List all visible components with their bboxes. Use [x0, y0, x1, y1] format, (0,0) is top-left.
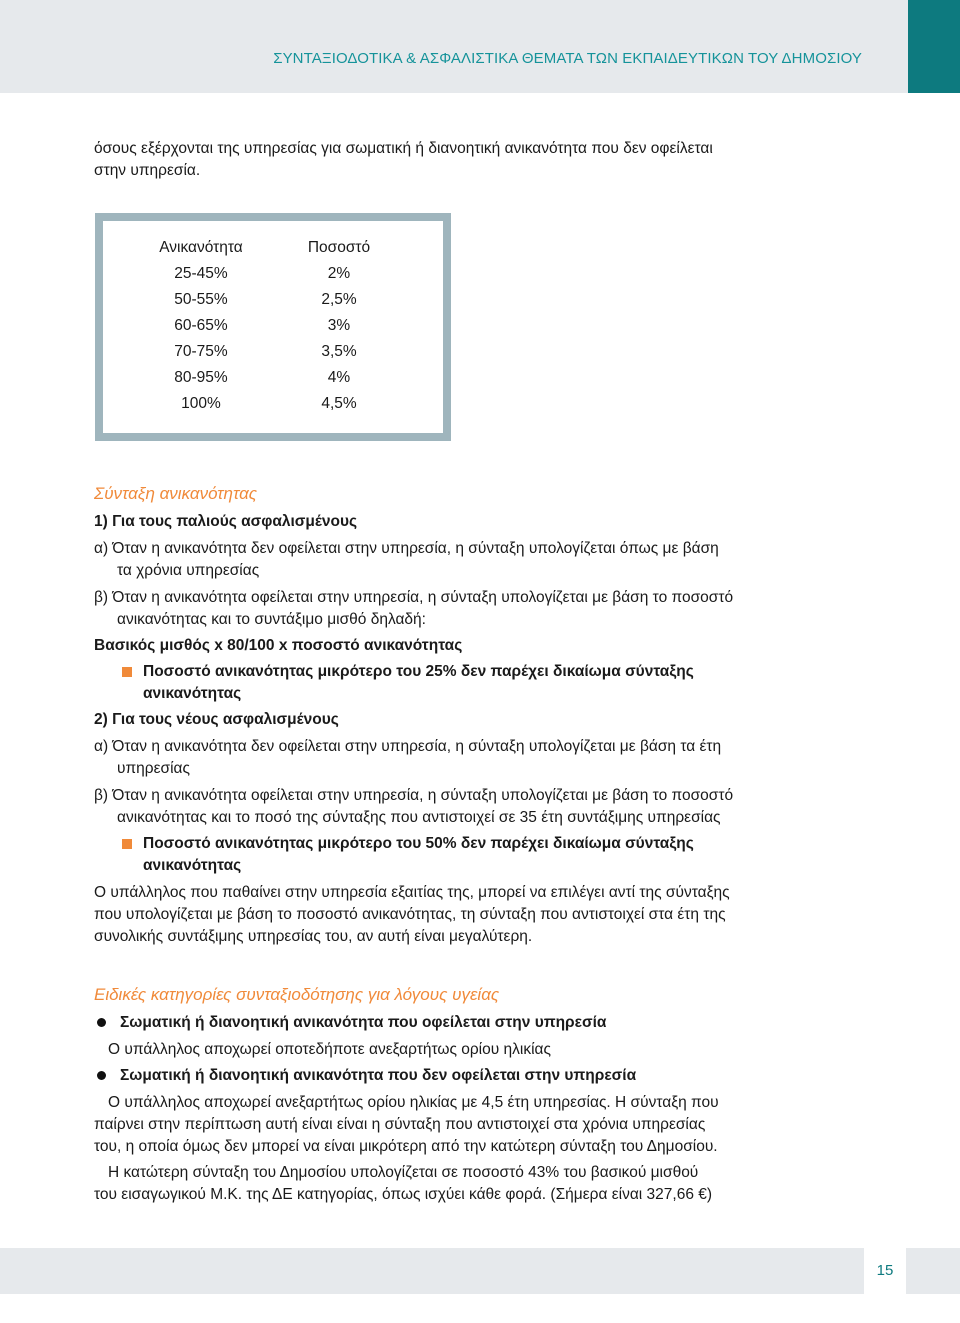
- table-cell: 3,5%: [321, 343, 357, 360]
- text-line: Η κατώτερη σύνταξη του Δημοσίου υπολογίζεται σε ποσοστό 43% του βασικού μισθού: [108, 1164, 699, 1181]
- table-cell: 60-65%: [174, 317, 228, 334]
- page-number: 15: [864, 1248, 906, 1294]
- footer-band: [0, 1248, 960, 1294]
- bullet-heading-not-service-related: Σωματική ή διανοητική ανικανότητα που δεν οφείλεται στην υπηρεσία: [120, 1067, 637, 1084]
- intro-line: στην υπηρεσία.: [94, 162, 201, 179]
- text-line: τα χρόνια υπηρεσίας: [117, 562, 260, 579]
- table-row: [103, 339, 443, 365]
- table-cell: 70-75%: [174, 343, 228, 360]
- section-title-disability-pension: Σύνταξη ανικανότητας: [94, 484, 258, 503]
- text-line: συνολικής συντάξιμης υπηρεσίας του, αν αυτή είναι μεγαλύτερη.: [94, 928, 533, 945]
- table-header-disability: Ανικανότητα: [159, 239, 243, 256]
- table-cell: 100%: [181, 395, 221, 412]
- bullet-dot-icon: [97, 1071, 106, 1080]
- subheading-old-insured: 1) Για τους παλιούς ασφαλισμένους: [94, 513, 358, 530]
- paragraph-not-service-related: [94, 1092, 794, 1158]
- text-line: του εισαγωγικού Μ.Κ. της ΔΕ κατηγορίας, όπως ισχύει κάθε φορά. (Σήμερα είναι 327,66 €): [94, 1186, 713, 1203]
- note-min-50: [143, 833, 843, 877]
- header-accent-bar: [908, 0, 960, 93]
- bullet-text-service-related: Ο υπάλληλος αποχωρεί οποτεδήποτε ανεξαρτήτως ορίου ηλικίας: [108, 1041, 551, 1058]
- paragraph-case-a2: [94, 736, 794, 780]
- table-cell: 2%: [327, 265, 351, 282]
- table-cell: 3%: [327, 317, 351, 334]
- table-row: [103, 365, 443, 391]
- text-line: ανικανότητας και το ποσό της σύνταξης που αντιστοιχεί σε 35 έτη συντάξιμης υπηρεσίας: [117, 809, 721, 826]
- orange-square-bullet-icon: [122, 667, 132, 677]
- table-cell: 4%: [327, 369, 351, 386]
- text-line: παίρνει στην περίπτωση αυτή είναι είναι η σύνταξη που αντιστοιχεί στα χρόνια υπηρεσίας: [94, 1116, 706, 1133]
- text-line: Ο υπάλληλος που παθαίνει στην υπηρεσία εξαιτίας της, μπορεί να επιλέγει αντί της σύνταξης: [94, 884, 730, 901]
- subheading-new-insured: 2) Για τους νέους ασφαλισμένους: [94, 711, 339, 728]
- paragraph-minimum-pension: [94, 1162, 794, 1206]
- paragraph-case-b1: [94, 587, 794, 631]
- text-line: του, η οποία όμως δεν μπορεί να είναι μικρότερη από την κατώτερη σύνταξη του Δημοσίου.: [94, 1138, 718, 1155]
- text-line: ανικανότητας: [143, 857, 242, 874]
- text-line: β) Όταν η ανικανότητα οφείλεται στην υπηρεσία, η σύνταξη υπολογίζεται με βάση το ποσοστό: [94, 787, 734, 804]
- paragraph-case-a1: [94, 538, 794, 582]
- table-header-row: [103, 235, 443, 261]
- formula-line: Βασικός μισθός x 80/100 x ποσοστό ανικανότητας: [94, 637, 463, 654]
- table-row: [103, 313, 443, 339]
- paragraph-option: [94, 882, 794, 948]
- text-line: α) Όταν η ανικανότητα δεν οφείλεται στην υπηρεσία, η σύνταξη υπολογίζεται όπως με βάση: [94, 540, 719, 557]
- table-row: [103, 391, 443, 417]
- table-cell: 2,5%: [321, 291, 357, 308]
- text-line: Ποσοστό ανικανότητας μικρότερο του 25% δεν παρέχει δικαίωμα σύνταξης: [143, 663, 694, 680]
- text-line: β) Όταν η ανικανότητα οφείλεται στην υπηρεσία, η σύνταξη υπολογίζεται με βάση το ποσοστό: [94, 589, 734, 606]
- text-line: Ο υπάλληλος αποχωρεί ανεξαρτήτως ορίου ηλικίας με 4,5 έτη υπηρεσίας. Η σύνταξη που: [108, 1094, 719, 1111]
- intro-paragraph: [94, 138, 794, 182]
- table-cell: 25-45%: [174, 265, 228, 282]
- table-cell: 50-55%: [174, 291, 228, 308]
- disability-rate-table: [95, 213, 451, 441]
- note-min-25: [143, 661, 843, 705]
- header-band: [0, 0, 908, 93]
- text-line: Ποσοστό ανικανότητας μικρότερο του 50% δεν παρέχει δικαίωμα σύνταξης: [143, 835, 694, 852]
- paragraph-case-b2: [94, 785, 794, 829]
- table-header-rate: Ποσοστό: [307, 239, 371, 256]
- orange-square-bullet-icon: [122, 839, 132, 849]
- text-line: α) Όταν η ανικανότητα δεν οφείλεται στην υπηρεσία, η σύνταξη υπολογίζεται με βάση τα έτη: [94, 738, 722, 755]
- intro-line: όσους εξέρχονται της υπηρεσίας για σωματική ή διανοητική ανικανότητα που δεν οφείλεται: [94, 140, 713, 157]
- bullet-heading-service-related: Σωματική ή διανοητική ανικανότητα που οφείλεται στην υπηρεσία: [120, 1014, 607, 1031]
- table-row: [103, 261, 443, 287]
- table-row: [103, 287, 443, 313]
- bullet-dot-icon: [97, 1018, 106, 1027]
- section-title-special-categories: Ειδικές κατηγορίες συνταξιοδότησης για λόγους υγείας: [94, 985, 500, 1004]
- text-line: που υπολογίζεται με βάση το ποσοστό ανικανότητας, τη σύνταξη που αντιστοιχεί στα έτη της: [94, 906, 726, 923]
- table-cell: 80-95%: [174, 369, 228, 386]
- text-line: υπηρεσίας: [117, 760, 190, 777]
- text-line: ανικανότητας και το συντάξιμο μισθό δηλαδή:: [117, 611, 426, 628]
- table-cell: 4,5%: [321, 395, 357, 412]
- running-header-title: ΣΥΝΤΑΞΙΟΔΟΤΙΚΑ & ΑΣΦΑΛΙΣΤΙΚΑ ΘΕΜΑΤΑ ΤΩΝ ΕΚΠΑΙΔΕΥΤΙΚΩΝ ΤΟΥ ΔΗΜΟΣΙΟΥ: [273, 50, 862, 67]
- text-line: ανικανότητας: [143, 685, 242, 702]
